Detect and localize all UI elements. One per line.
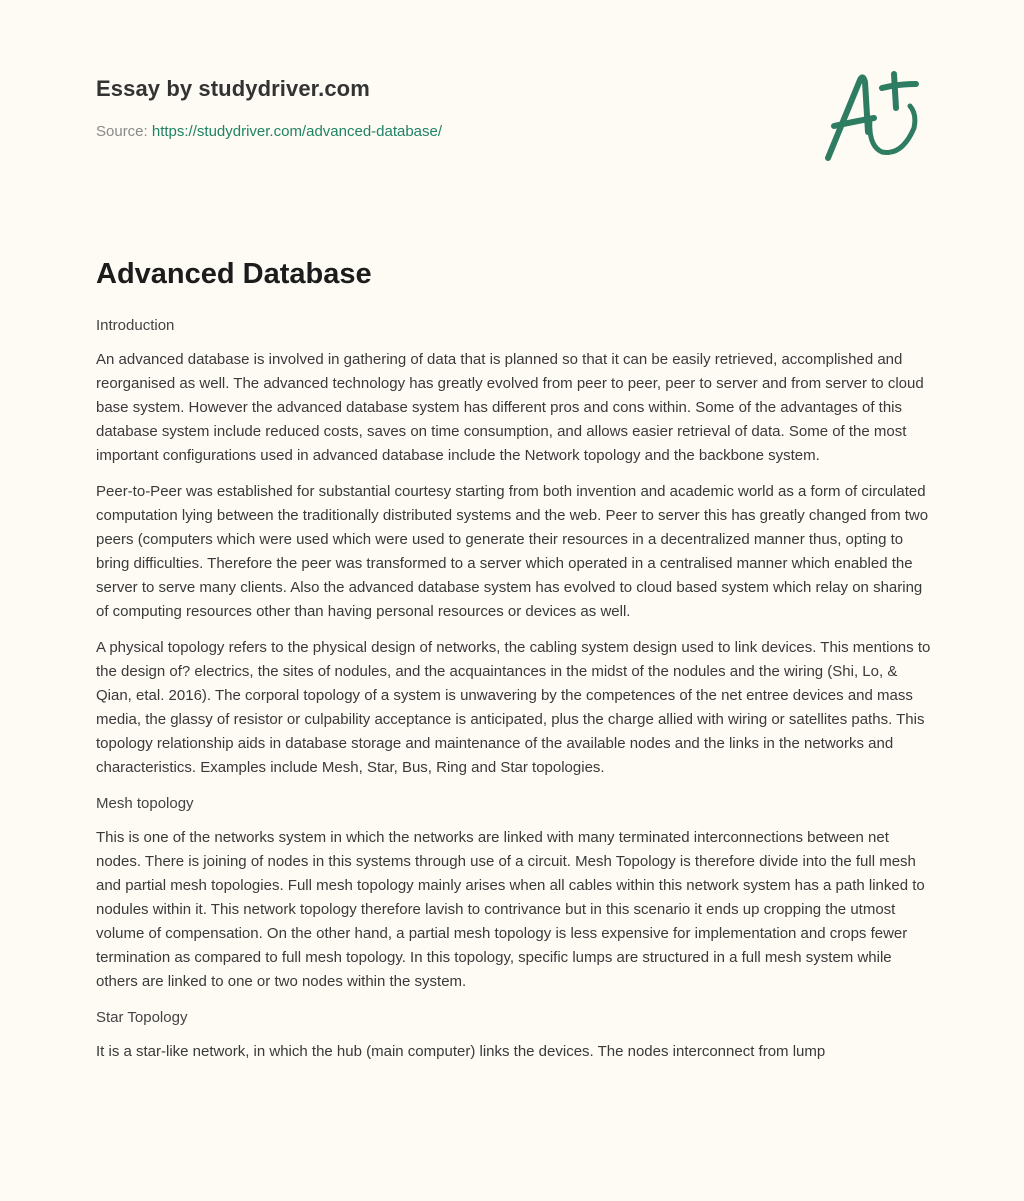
source-line: [96, 122, 796, 142]
site-title: Essay by studydriver.com: [96, 76, 370, 101]
paragraph: This is one of the networks system in which the networks are linked with many terminated interconnections between net nodes. There is joining of nodes in this systems through use of a circuit. Mesh Topology is therefore divide into the full mesh and partial mesh topologies. Full mesh topology mainly arises when all cables within this network system has a path linked to nodules within it. This network topology therefore lavish to contrivance but in this scenario it ends up cropping the utmost volume of compensation. On the other hand, a partial mesh topology is less expensive for implementation and crops fewer termination as compared to full mesh topology. In this topology, specific lumps are structured in a full mesh system while others are linked to one or two nodes within the system.: [96, 829, 925, 990]
page-title: Advanced Database: [96, 258, 372, 290]
paragraph: An advanced database is involved in gathering of data that is planned so that it can be easily retrieved, accomplished and reorganised as well. The advanced technology has greatly evolved from peer to peer, peer to server and from server to cloud base system. However the advanced database system has different pros and cons within. Some of the advantages of this database system include reduced costs, saves on time consumption, and allows easier retrieval of data. Some of the most important configurations used in advanced database include the Network topology and the backbone system.: [96, 351, 924, 464]
section-label-star-topology: Star Topology: [96, 1009, 188, 1026]
paragraph: It is a star-like network, in which the hub (main computer) links the devices. The nodes interconnect from lump: [96, 1043, 826, 1060]
essay-body: [96, 254, 932, 1064]
paragraph: Peer-to-Peer was established for substantial courtesy starting from both invention and academic world as a form of circulated computation lying between the traditionally distributed systems and the web. Peer to server this has greatly changed from two peers (computers which were used which were used to generate their resources in a decentralized manner thus, opting to bring difficulties. Therefore the peer was transformed to a server which operated in a centralised manner which enabled the server to serve many clients. Also the advanced database system has evolved to cloud based system which relay on sharing of computing resources other than having personal resources or devices as well.: [96, 483, 929, 620]
paragraph: A physical topology refers to the physical design of networks, the cabling system design used to link devices. This mentions to the design of? electrics, the sites of nodules, and the acquaintances in the midst of the nodules and the wiring (Shi, Lo, & Qian, etal. 2016). The corporal topology of a system is unwavering by the competences of the net entree devices and mass media, the glassy of resistor or culpability acceptance is anticipated, plus the charge allied with wiring or satellites paths. This topology relationship aids in database storage and maintenance of the available nodes and the links in the networks and characteristics. Examples include Mesh, Star, Bus, Ring and Star topologies.: [96, 639, 931, 776]
section-label-introduction: Introduction: [96, 317, 175, 334]
source-link[interactable]: https://studydriver.com/advanced-database/: [151, 123, 443, 140]
a-plus-grade-icon: [818, 66, 930, 166]
section-label-mesh-topology: Mesh topology: [96, 795, 194, 812]
essay-header: [96, 74, 796, 142]
source-label: Source:: [96, 123, 152, 140]
